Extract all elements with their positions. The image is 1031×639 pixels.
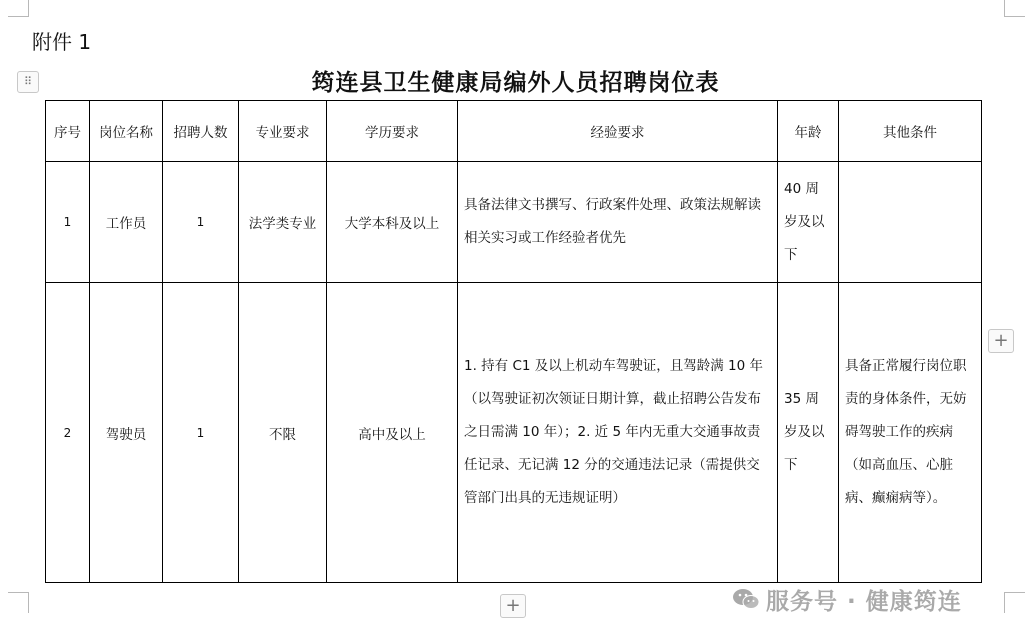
watermark <box>732 581 962 617</box>
table-move-handle-icon[interactable]: ⠿ <box>17 71 39 93</box>
header-cell: 岗位名称 <box>90 101 163 162</box>
header-cell: 专业要求 <box>239 101 327 162</box>
header-cell: 序号 <box>46 101 90 162</box>
age-requirement: 40 周岁及以下 <box>778 162 839 283</box>
row-index: 1 <box>46 162 90 283</box>
experience-requirement: 1. 持有 C1 及以上机动车驾驶证，且驾龄满 10 年（以驾驶证初次领证日期计算，截止招聘公告发布之日需满 10 年）；2. 近 5 年内无重大交通事故责任记录、无记满 12 分的交通违法记录（需提供交管部门出具的无违规证明） <box>458 283 778 583</box>
position-name: 工作员 <box>90 162 163 283</box>
page-corner-mark <box>8 0 29 17</box>
page-corner-mark <box>8 592 29 613</box>
experience-requirement: 具备法律文书撰写、行政案件处理、政策法规解读相关实习或工作经验者优先 <box>458 162 778 283</box>
age-requirement: 35 周岁及以下 <box>778 283 839 583</box>
major-requirement: 不限 <box>239 283 327 583</box>
table-row <box>46 283 982 583</box>
other-conditions <box>839 162 982 283</box>
row-index: 2 <box>46 283 90 583</box>
page-title: 筠连县卫生健康局编外人员招聘岗位表 <box>311 70 720 96</box>
education-requirement: 高中及以上 <box>327 283 458 583</box>
attachment-label: 附件 1 <box>32 30 92 54</box>
header-cell: 学历要求 <box>327 101 458 162</box>
table-header-row <box>46 101 982 162</box>
header-cell: 其他条件 <box>839 101 982 162</box>
add-row-plus-icon[interactable]: + <box>500 594 526 618</box>
header-cell: 招聘人数 <box>163 101 239 162</box>
header-cell: 年龄 <box>778 101 839 162</box>
page-corner-mark <box>1004 592 1025 613</box>
add-column-plus-icon[interactable]: + <box>988 329 1014 353</box>
recruitment-table <box>45 100 982 583</box>
position-name: 驾驶员 <box>90 283 163 583</box>
watermark-text: 服务号 · 健康筠连 <box>766 588 962 615</box>
wechat-icon <box>732 587 760 611</box>
other-conditions: 具备正常履行岗位职责的身体条件，无妨碍驾驶工作的疾病（如高血压、心脏病、癫痫病等）。 <box>839 283 982 583</box>
table-row <box>46 162 982 283</box>
page-corner-mark <box>1004 0 1025 17</box>
hire-count: 1 <box>163 283 239 583</box>
hire-count: 1 <box>163 162 239 283</box>
major-requirement: 法学类专业 <box>239 162 327 283</box>
education-requirement: 大学本科及以上 <box>327 162 458 283</box>
header-cell: 经验要求 <box>458 101 778 162</box>
